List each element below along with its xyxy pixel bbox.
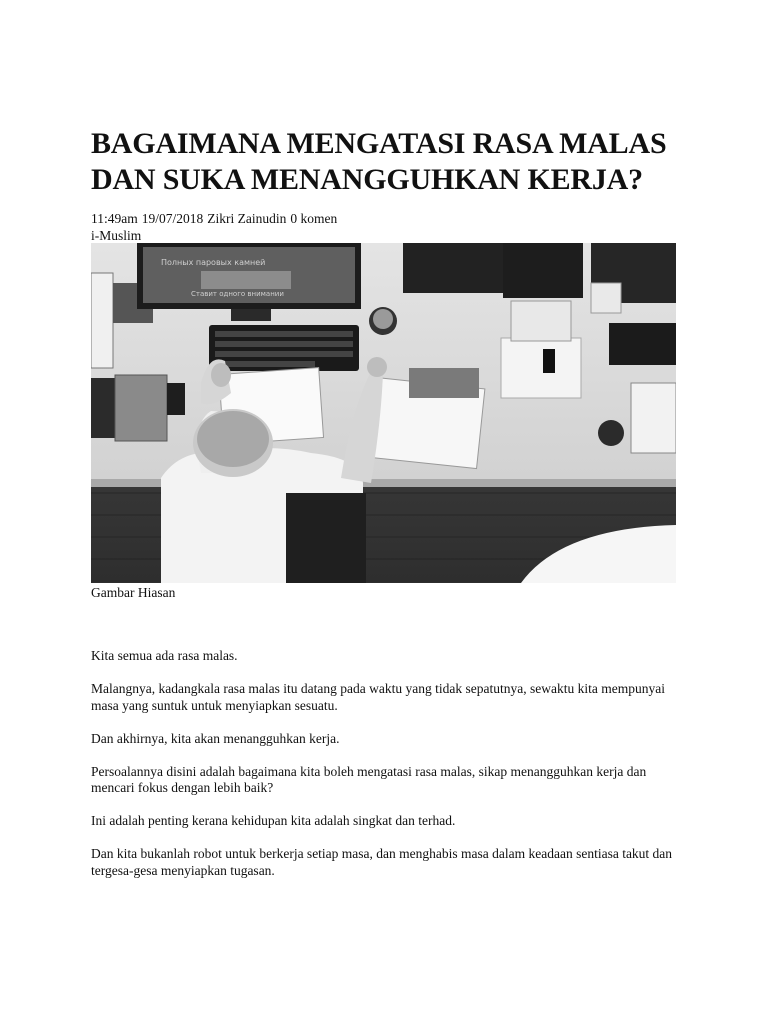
screen-text-2: Ставит одного внимании — [191, 290, 284, 298]
article-photo — [91, 243, 676, 583]
paragraph: Kita semua ada rasa malas. — [91, 648, 238, 663]
paragraph: Ini adalah penting kerana kehidupan kita adalah singkat dan terhad. — [91, 813, 456, 828]
screen-text-1: Полных паровых камней — [161, 258, 266, 267]
article-title: BAGAIMANA MENGATASI RASA MALAS DAN SUKA MENANGGUHKAN KERJA? — [91, 127, 667, 196]
article — [91, 126, 681, 878]
image-caption: Gambar Hiasan — [91, 585, 176, 600]
post-author[interactable]: Zikri Zainudin — [207, 211, 287, 226]
paragraph: Dan kita bukanlah robot untuk berkerja setiap masa, dan menghabis masa dalam keadaan sentiasa takut dan tergesa-gesa menyiapkan tugasan. — [91, 846, 673, 878]
article-meta — [91, 210, 681, 227]
paragraph: Malangnya, kadangkala rasa malas itu datang pada waktu yang tidak sepatutnya, sewaktu kita mempunyai masa yang suntuk untuk menyiapkan sesuatu. — [91, 681, 665, 713]
paragraph: Persoalannya disini adalah bagaimana kita boleh mengatasi rasa malas, sikap menangguhkan kerja dan mencari fokus dengan lebih baik? — [91, 763, 647, 795]
article-body — [91, 648, 676, 896]
post-date: 19/07/2018 — [141, 211, 204, 226]
article-source: i-Muslim — [91, 228, 142, 243]
paragraph: Dan akhirnya, kita akan menangguhkan kerja. — [91, 730, 340, 746]
comment-count[interactable]: 0 komen — [290, 211, 338, 226]
post-time: 11:49am — [91, 211, 138, 226]
